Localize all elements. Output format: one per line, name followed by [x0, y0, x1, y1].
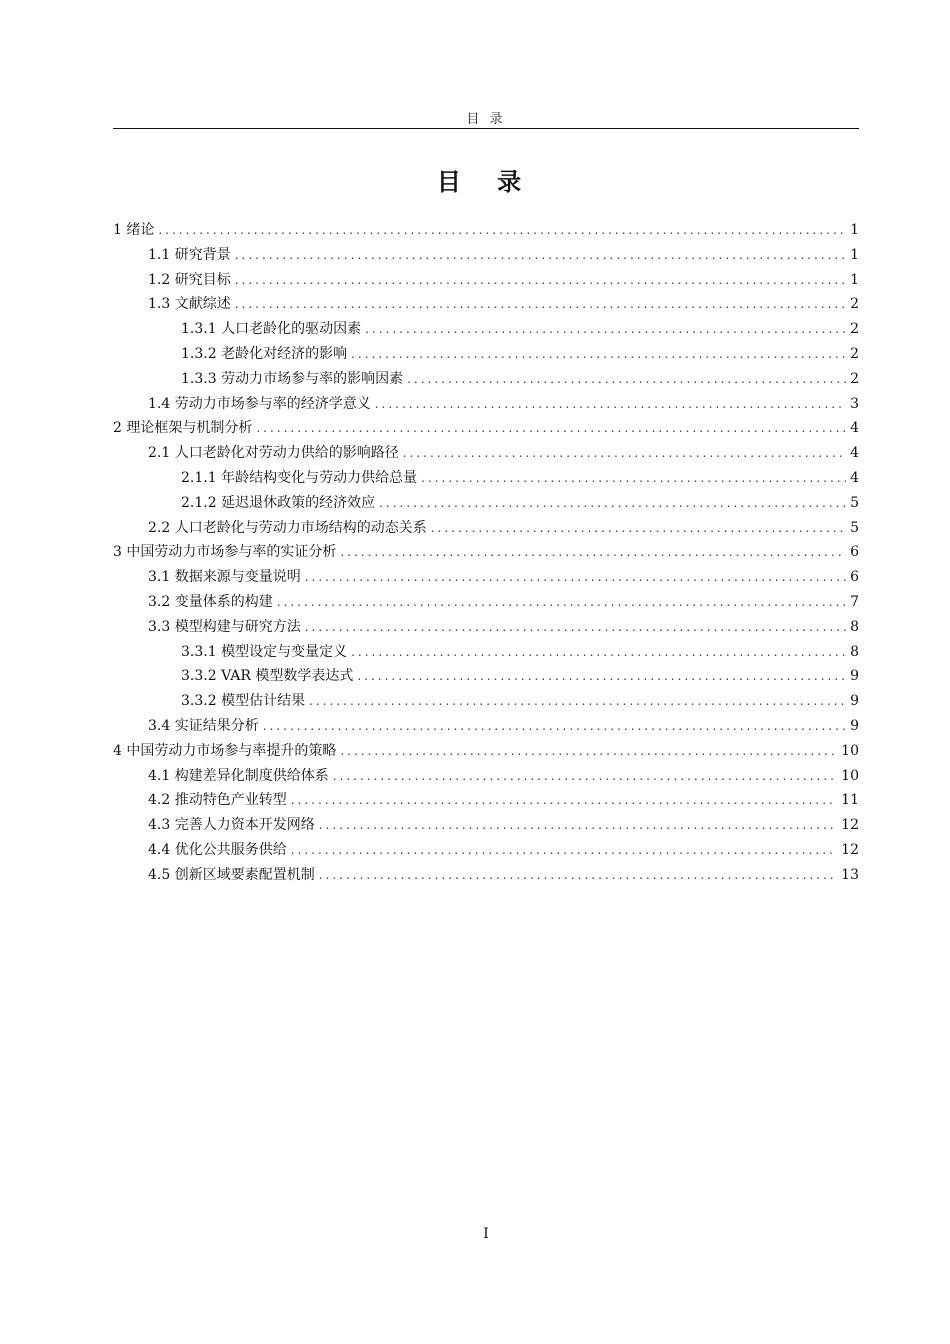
running-header: 目 录 [466, 112, 506, 127]
toc-entry-page: 4 [850, 445, 859, 462]
toc-entry[interactable] [113, 764, 859, 789]
toc-entry-label: 4.4 优化公共服务供给 [148, 841, 287, 858]
toc-entry-page: 5 [850, 494, 859, 511]
toc-entry-page: 12 [841, 841, 859, 858]
toc-entry-page: 3 [850, 395, 859, 412]
toc-entry[interactable] [113, 590, 859, 615]
toc-entry[interactable] [113, 838, 859, 863]
toc-entry[interactable] [113, 317, 859, 342]
dot-leader [291, 788, 837, 813]
toc-entry-label: 4.5 创新区域要素配置机制 [148, 866, 315, 883]
dot-leader [277, 590, 846, 615]
header-divider [113, 128, 859, 129]
toc-entry[interactable] [113, 218, 859, 243]
toc-entry-page: 9 [850, 693, 859, 710]
toc-entry-page: 8 [850, 643, 859, 660]
dot-leader [319, 813, 837, 838]
toc-entry-label: 2.1 人口老龄化对劳动力供给的影响路径 [148, 445, 399, 462]
toc-entry-label: 1.3 文献综述 [148, 296, 231, 313]
dot-leader [305, 565, 846, 590]
toc-entry[interactable] [113, 441, 859, 466]
toc-entry[interactable] [113, 367, 859, 392]
toc-entry-page: 10 [841, 767, 859, 784]
toc-entry[interactable] [113, 516, 859, 541]
toc-entry-label: 1.2 研究目标 [148, 271, 231, 288]
toc-entry[interactable] [113, 416, 859, 441]
dot-leader [305, 615, 846, 640]
toc-entry-page: 1 [850, 271, 859, 288]
toc-entry-label: 3.3.2 模型估计结果 [181, 693, 306, 710]
toc-entry-page: 7 [850, 593, 859, 610]
dot-leader [291, 838, 837, 863]
toc-entry-label: 3.4 实证结果分析 [148, 717, 259, 734]
toc-entry-page: 9 [850, 717, 859, 734]
dot-leader [351, 342, 846, 367]
toc-entry-page: 5 [850, 519, 859, 536]
toc-entry-page: 6 [850, 569, 859, 586]
dot-leader [235, 292, 846, 317]
toc-entry-label: 3.1 数据来源与变量说明 [148, 569, 301, 586]
toc-entry-label: 1.3.2 老龄化对经济的影响 [181, 345, 348, 362]
toc-entry-label: 3.2 变量体系的构建 [148, 593, 273, 610]
toc-entry[interactable] [113, 342, 859, 367]
dot-leader [375, 392, 846, 417]
dot-leader [263, 714, 846, 739]
toc-entry[interactable] [113, 714, 859, 739]
toc-entry-label: 4 中国劳动力市场参与率提升的策略 [113, 742, 337, 759]
toc-entry-label: 3 中国劳动力市场参与率的实证分析 [113, 544, 337, 561]
toc-entry[interactable] [113, 739, 859, 764]
toc-entry[interactable] [113, 540, 859, 565]
toc-entry[interactable] [113, 788, 859, 813]
toc-entry-label: 3.3.1 模型设定与变量定义 [181, 643, 348, 660]
toc-entry[interactable] [113, 640, 859, 665]
toc-entry-label: 4.3 完善人力资本开发网络 [148, 817, 315, 834]
toc-entry[interactable] [113, 565, 859, 590]
toc-entry-page: 4 [850, 420, 859, 437]
toc-entry-label: 2.1.1 年龄结构变化与劳动力供给总量 [181, 469, 418, 486]
toc-entry[interactable] [113, 664, 859, 689]
toc-entry-label: 2 理论框架与机制分析 [113, 420, 253, 437]
toc-entry-label: 1.4 劳动力市场参与率的经济学意义 [148, 395, 371, 412]
dot-leader [421, 466, 846, 491]
toc-entry-label: 1.3.1 人口老龄化的驱动因素 [181, 321, 362, 338]
toc-entry[interactable] [113, 813, 859, 838]
toc-entry[interactable] [113, 491, 859, 516]
toc-entry-page: 9 [850, 668, 859, 685]
toc-entry[interactable] [113, 268, 859, 293]
table-of-contents [113, 218, 859, 888]
toc-entry-page: 6 [850, 544, 859, 561]
toc-entry[interactable] [113, 466, 859, 491]
toc-entry-page: 2 [850, 370, 859, 387]
toc-entry[interactable] [113, 615, 859, 640]
dot-leader [256, 416, 846, 441]
toc-entry-label: 2.2 人口老龄化与劳动力市场结构的动态关系 [148, 519, 427, 536]
dot-leader [319, 863, 837, 888]
toc-entry-page: 1 [850, 246, 859, 263]
toc-entry[interactable] [113, 689, 859, 714]
toc-entry[interactable] [113, 243, 859, 268]
toc-entry-page: 2 [850, 296, 859, 313]
dot-leader [379, 491, 846, 516]
dot-leader [309, 689, 846, 714]
toc-entry-label: 1.1 研究背景 [148, 246, 231, 263]
dot-leader [365, 317, 846, 342]
toc-entry-page: 2 [850, 321, 859, 338]
toc-entry-label: 1 绪论 [113, 222, 155, 238]
dot-leader [357, 664, 846, 689]
dot-leader [235, 243, 846, 268]
toc-entry-page: 2 [850, 345, 859, 362]
dot-leader [431, 516, 846, 541]
dot-leader [340, 540, 846, 565]
dot-leader [340, 739, 837, 764]
toc-entry-label: 2.1.2 延迟退休政策的经济效应 [181, 494, 376, 511]
dot-leader [351, 640, 846, 665]
toc-entry[interactable] [113, 863, 859, 888]
toc-entry-label: 3.3 模型构建与研究方法 [148, 618, 301, 635]
toc-entry-page: 13 [841, 866, 859, 883]
toc-entry[interactable] [113, 292, 859, 317]
dot-leader [235, 268, 846, 293]
toc-entry-page: 1 [850, 222, 859, 238]
toc-entry-page: 12 [841, 817, 859, 834]
toc-entry-label: 1.3.3 劳动力市场参与率的影响因素 [181, 370, 404, 387]
toc-entry-page: 10 [841, 742, 859, 759]
toc-entry[interactable] [113, 392, 859, 417]
toc-entry-page: 4 [850, 469, 859, 486]
dot-leader [403, 441, 846, 466]
dot-leader [333, 764, 837, 789]
toc-entry-label: 4.1 构建差异化制度供给体系 [148, 767, 329, 784]
toc-entry-page: 8 [850, 618, 859, 635]
dot-leader [158, 218, 846, 243]
toc-entry-label: 4.2 推动特色产业转型 [148, 792, 287, 809]
page-number: I [483, 1226, 489, 1242]
toc-title: 目 录 [436, 168, 536, 196]
toc-entry-page: 11 [841, 792, 859, 809]
dot-leader [407, 367, 846, 392]
toc-entry-label: 3.3.2 VAR 模型数学表达式 [181, 668, 354, 685]
